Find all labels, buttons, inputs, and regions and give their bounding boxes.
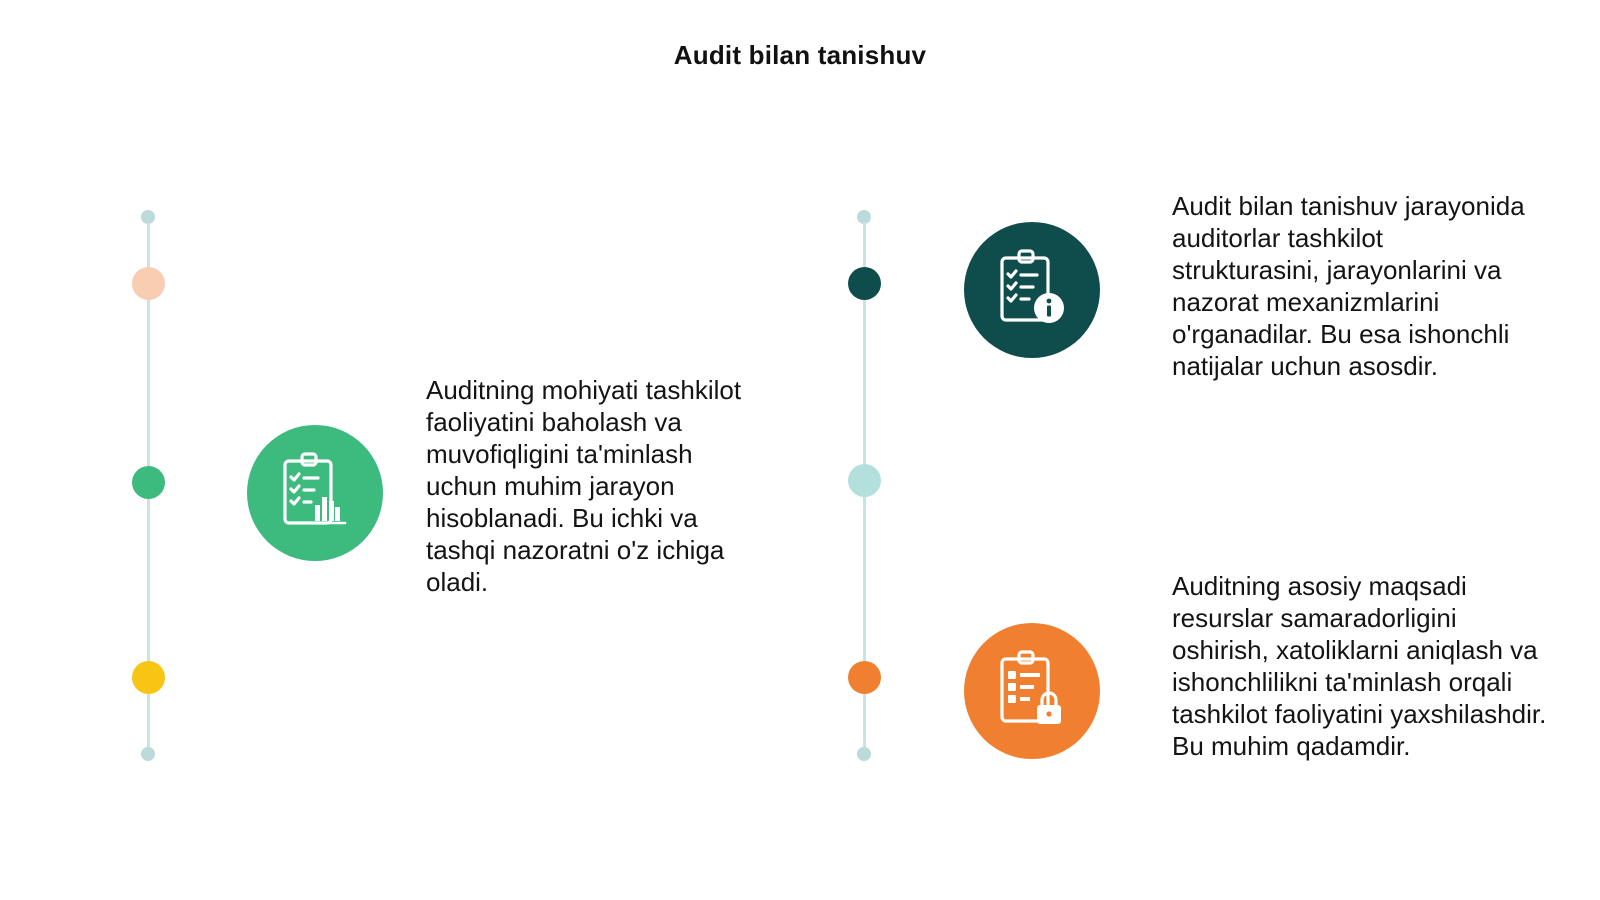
timeline-end-dot <box>857 747 871 761</box>
clipboard-chart-icon <box>247 425 383 561</box>
right-timeline <box>845 210 885 770</box>
timeline-node <box>848 661 881 694</box>
clipboard-lock-icon <box>964 623 1100 759</box>
timeline-node <box>132 267 165 300</box>
item-2-description: Audit bilan tanishuv jarayonida auditorlar tashkilot strukturasini, jarayonlarini va nazorat mexanizmlarini o'rganadilar. Bu esa ishonchli natijalar uchun asosdir. <box>1172 191 1525 381</box>
timeline-node <box>848 464 881 497</box>
timeline-end-dot <box>141 747 155 761</box>
left-timeline <box>129 210 169 770</box>
page-title: Audit bilan tanishuv <box>673 40 927 70</box>
clipboard-info-icon <box>964 222 1100 358</box>
timeline-node <box>848 267 881 300</box>
timeline-node <box>132 466 165 499</box>
item-3-description: Auditning asosiy maqsadi resurslar samaradorligini oshirish, xatoliklarni aniqlash va ishonchlilikni ta'minlash orqali tashkilot faoliyatini yaxshilashdir. Bu muhim qadamdir. <box>1172 571 1547 761</box>
item-1-description: Auditning mohiyati tashkilot faoliyatini baholash va muvofiqligini ta'minlash uchun muhim jarayon hisoblanadi. Bu ichki va tashqi nazoratni o'z ichiga oladi. <box>426 375 742 597</box>
timeline-node <box>132 661 165 694</box>
